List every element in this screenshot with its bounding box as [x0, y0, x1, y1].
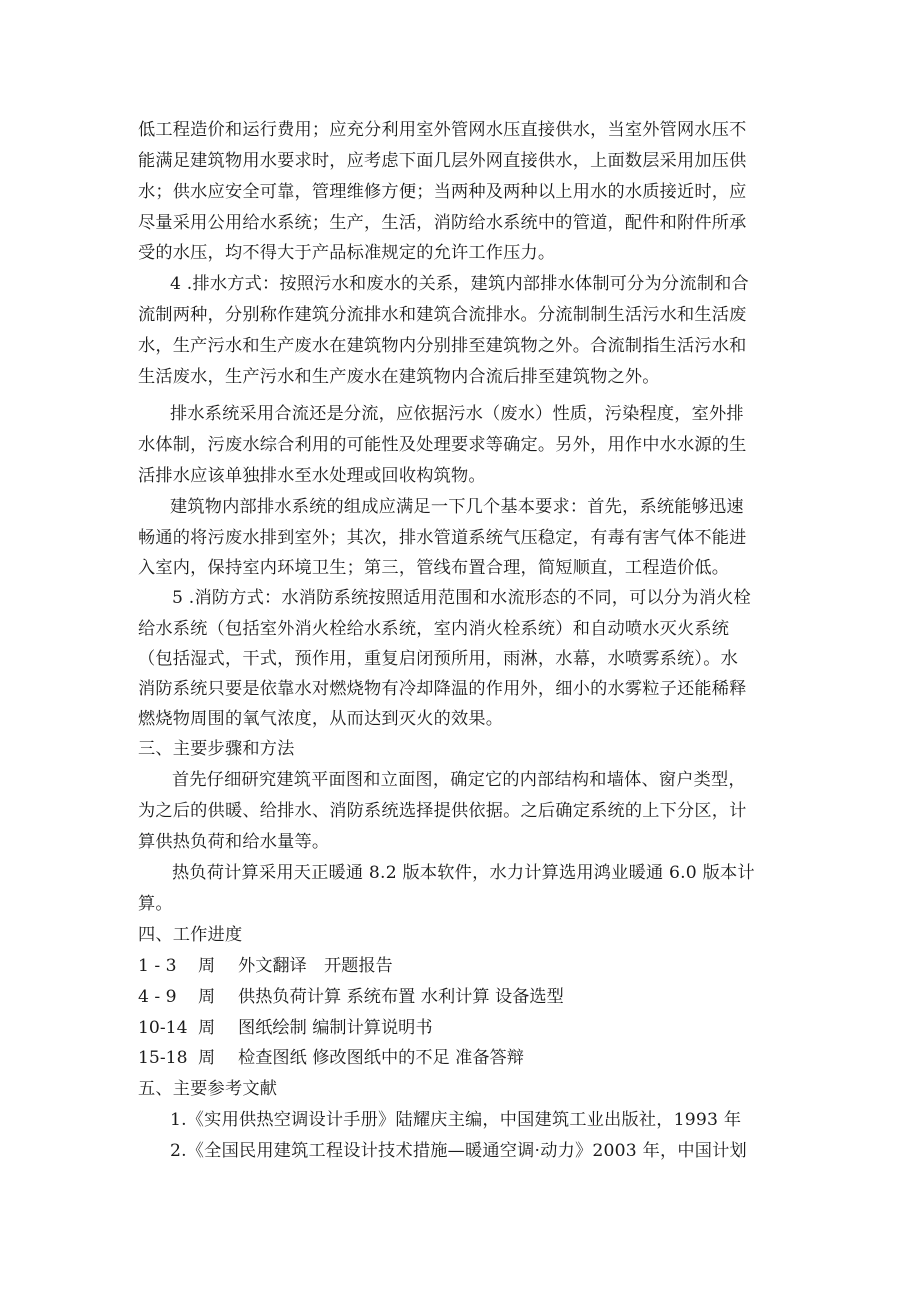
- text-line: 为之后的供暖、给排水、消防系统选择提供依据。之后确定系统的上下分区，计: [138, 801, 747, 821]
- text-line: 5 .消防方式：水消防系统按照适用范围和水流形态的不同，可以分为消火栓: [172, 588, 751, 608]
- schedule-row: [138, 954, 393, 978]
- text-line: 算供热负荷和给水量等。: [138, 832, 330, 852]
- text-line: 首先仔细研究建筑平面图和立面图，确定它的内部结构和墙体、窗户类型，: [172, 770, 746, 790]
- schedule-unit: 周: [198, 1018, 216, 1038]
- schedule-weeks: 4 - 9: [138, 987, 177, 1007]
- text-line: 水，生产污水和生产废水在建筑物内分别排至建筑物之外。合流制指生活污水和: [138, 336, 747, 356]
- schedule-row: [138, 1046, 524, 1070]
- schedule-unit: 周: [198, 956, 216, 976]
- schedule-row: [138, 985, 564, 1009]
- reference-item: 1.《实用供热空调设计手册》陆耀庆主编，中国建筑工业出版社，1993 年: [170, 1110, 742, 1130]
- section-heading: 四、工作进度: [138, 925, 243, 945]
- text-line: 燃烧物周围的氧气浓度，从而达到灭火的效果。: [138, 709, 504, 729]
- text-line: 水体制，污废水综合利用的可能性及处理要求等确定。另外，用作中水水源的生: [138, 435, 747, 455]
- section-heading: 三、主要步骤和方法: [138, 739, 295, 759]
- text-line: 入室内，保持室内环境卫生；第三，管线布置合理，简短顺直，工程造价低。: [138, 558, 730, 578]
- text-line: 算。: [138, 894, 173, 914]
- schedule-weeks: 10-14: [138, 1018, 188, 1038]
- schedule-weeks: 1 - 3: [138, 956, 177, 976]
- schedule-tasks: 供热负荷计算 系统布置 水利计算 设备选型: [238, 987, 564, 1007]
- text-line: 尽量采用公用给水系统；生产，生活，消防给水系统中的管道，配件和附件所承: [138, 213, 747, 233]
- text-line: 排水系统采用合流还是分流，应依据污水（废水）性质，污染程度，室外排: [170, 404, 744, 424]
- text-line: 4 .排水方式：按照污水和废水的关系，建筑内部排水体制可分为分流制和合: [170, 274, 749, 294]
- text-line: 受的水压，均不得大于产品标准规定的允许工作压力。: [138, 243, 556, 263]
- text-line: 热负荷计算采用天正暖通 8.2 版本软件，水力计算选用鸿业暖通 6.0 版本计: [172, 863, 755, 883]
- section-heading: 五、主要参考文献: [138, 1079, 278, 1099]
- schedule-row: [138, 1016, 433, 1040]
- text-line: 低工程造价和运行费用；应充分利用室外管网水压直接供水，当室外管网水压不: [138, 120, 747, 140]
- text-line: 给水系统（包括室外消火栓给水系统，室内消火栓系统）和自动喷水灭火系统: [138, 619, 730, 639]
- text-line: 流制两种，分别称作建筑分流排水和建筑合流排水。分流制制生活污水和生活废: [138, 305, 747, 325]
- text-line: 畅通的将污废水排到室外；其次，排水管道系统气压稳定，有毒有害气体不能进: [138, 528, 747, 548]
- schedule-tasks: 检查图纸 修改图纸中的不足 准备答辩: [238, 1048, 524, 1068]
- schedule-unit: 周: [198, 987, 216, 1007]
- text-line: 消防系统只要是依靠水对燃烧物有冷却降温的作用外，细小的水雾粒子还能稀释: [138, 679, 747, 699]
- text-line: 活排水应该单独排水至水处理或回收构筑物。: [138, 466, 486, 486]
- text-line: 水；供水应安全可靠，管理维修方便；当两种及两种以上用水的水质接近时，应: [138, 182, 747, 202]
- text-line: 建筑物内部排水系统的组成应满足一下几个基本要求：首先，系统能够迅速: [170, 497, 744, 517]
- schedule-tasks: 外文翻译 开题报告: [238, 956, 393, 976]
- schedule-unit: 周: [198, 1048, 216, 1068]
- text-line: 能满足建筑物用水要求时，应考虑下面几层外网直接供水，上面数层采用加压供: [138, 151, 747, 171]
- text-line: 生活废水，生产污水和生产废水在建筑物内合流后排至建筑物之外。: [138, 367, 660, 387]
- schedule-tasks: 图纸绘制 编制计算说明书: [238, 1018, 433, 1038]
- text-line: （包括湿式，干式，预作用，重复启闭预所用，雨淋，水幕，水喷雾系统）。水: [138, 649, 738, 669]
- reference-item: 2.《全国民用建筑工程设计技术措施—暖通空调·动力》2003 年，中国计划: [170, 1141, 747, 1161]
- schedule-weeks: 15-18: [138, 1048, 188, 1068]
